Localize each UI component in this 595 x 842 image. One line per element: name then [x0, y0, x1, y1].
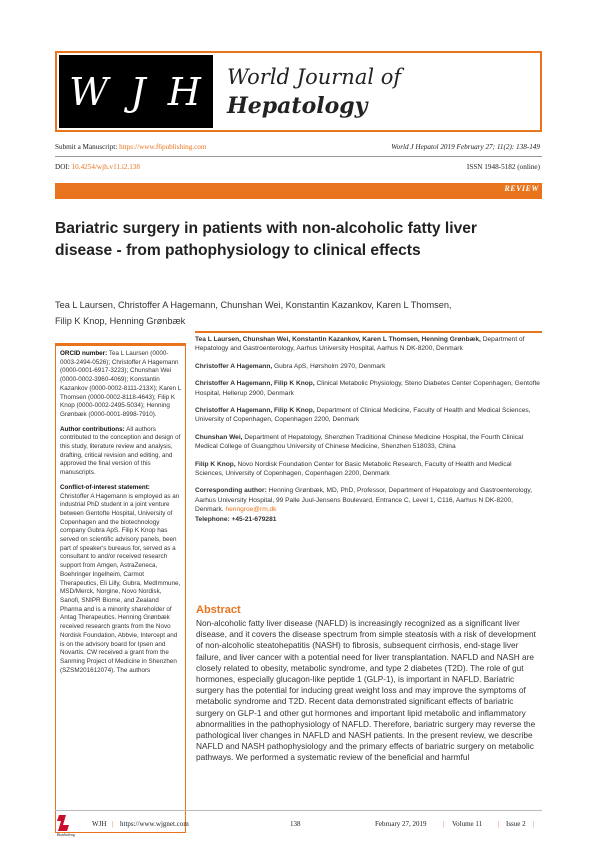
publisher-logo-icon — [55, 813, 83, 833]
page-number: 138 — [290, 820, 301, 828]
orcid-text: Tea L Laursen (0000-0003-2494-0526); Christoffer A Hagemann (0000-0001-6917-3223); Chunshan Wei (0000-0002-3960-4069); Konstantin Kazankov (0000-0002-8111-213X); Karen L Thomsen (0000-0002-8118-4643); Filip K Knop (0000-0002-2495-5034); Henning Grønbæk (0000-0001-8998-7910). — [60, 350, 182, 418]
footer-separator: | — [112, 820, 114, 828]
logo-letter-w: W — [69, 69, 111, 114]
contributions-text: All authors contributed to the conception and design of this study, literature review and analysis, drafting, critical revision and editing, and approved the final version of this manuscripts. — [60, 425, 181, 477]
affiliation-names: Filip K Knop, — [195, 460, 236, 468]
affiliation-text: Gubra ApS, Hørsholm 2970, Denmark — [274, 362, 386, 370]
contributions-label: Author contributions: — [60, 425, 125, 433]
affiliations — [195, 335, 540, 532]
coi-text: Christoffer A Hagemann is employed as an industrial PhD student in a joint venture between Gentofte Hospital, University of Copenhagen and the biotechnology company Gubra ApS. Filip K Knop has served on scientific advisory panels, been part of speaker's bureaus for, served as a consultant to and/or received research support from Amgen, AstraZeneca, Boehringer Ingelheim, Carmot Therapeutics, Eli Lilly, Gubra, MedImmune, MSD/Merck, Norgine, Novo Nordisk, Sanofi, SNIPR Biome, and Zealand Pharma and is a minority shareholder of Antag Therapeutics. Henning Grønbæk received research grants from the Novo Nordisk Foundation, Abbvie, Intercept and is on the advisory board for Ipsen and Novartis. CW received a grant from the Sanming Project of Medicine in Shenzhen (SZSM201612074). The authors — [60, 492, 181, 674]
orcid-section — [60, 350, 181, 420]
footer-journal: WJH — [92, 820, 107, 828]
footer-volume: Volume 11 — [452, 820, 483, 828]
orcid-label: ORCID number: — [60, 350, 108, 357]
abstract-text: Non-alcoholic fatty liver disease (NAFLD) is increasingly recognized as a significant liver disease, and it covers the disease spectrum from simple steatosis with a risk of development of non-alcoholic steatohepatitis (NASH) to fibrosis, subsequent cirrhosis, end-stage liver failure, and liver cancer with a potential need for liver transplantation. NAFLD and NASH are closely related to obesity, metabolic syndrome, and type 2 diabetes (T2D). The role of gut hormones, especially glucagon-like peptide 1 (GLP-1), is important in NAFLD. Bariatric surgery has the potential for inducing great weight loss and may improve the symptoms of metabolic syndrome and T2D. Recent data demonstrated significant effects of bariatric surgery on GLP-1 and other gut hormones and important lipid metabolic and inflammatory abnormalities in the pathophysiology of NAFLD. Therefore, bariatric surgery may reverse the pathological liver changes in NAFLD and NASH patients. In the present review, we describe NAFLD and NASH pathophysiology and the primary effects of bariatric surgery on metabolic pathways. We performed a systematic review of the beneficial and harmful — [196, 618, 536, 763]
section-bar — [55, 183, 542, 199]
section-label: REVIEW — [504, 184, 539, 193]
affiliation — [195, 379, 540, 398]
article-info-sidebar — [55, 343, 186, 833]
correspondence-label: Corresponding author: — [195, 487, 267, 495]
logo-letter-h: H — [167, 69, 203, 114]
affiliation-text: Department of Clinical Medicine, Faculty of Health and Medical Sciences, University of Copenhagen, Copenhagen 2200, Denmark — [195, 407, 531, 424]
affiliation — [195, 406, 540, 425]
footer-separator: | — [443, 820, 445, 828]
coi-label: Conflict-of-interest statement: — [60, 483, 150, 491]
journal-title-line1: World Journal of — [227, 65, 402, 89]
citation: World J Hepatol 2019 February 27; 11(2): 138-149 — [391, 143, 540, 151]
authors-line-1: Tea L Laursen, Christoffer A Hagemann, Chunshan Wei, Konstantin Kazankov, Karen L Thomsen, — [55, 300, 452, 310]
publisher-name: Baishideng — [57, 832, 75, 837]
journal-logo — [59, 55, 213, 128]
doi-link[interactable]: 10.4254/wjh.v11.i2.138 — [71, 163, 140, 171]
affiliation — [195, 433, 540, 452]
affiliation-names: Chunshan Wei, — [195, 433, 243, 441]
affiliation — [195, 460, 540, 479]
meta-divider — [55, 156, 542, 157]
affiliation — [195, 362, 540, 371]
journal-title-line2: Hepatology — [227, 93, 368, 119]
doi-label: DOI: — [55, 163, 70, 171]
correspondence — [195, 486, 540, 524]
footer-url-link[interactable]: https://www.wjgnet.com — [120, 820, 189, 828]
footer-separator: | — [498, 820, 500, 828]
affiliation — [195, 335, 540, 354]
publisher-logo — [55, 813, 83, 833]
affiliation-text: Department of Hepatology, Shenzhen Traditional Chinese Medicine Hospital, the Fourth Clinical Medical College of Guangzhou University of Chinese Medicine, Shenzhen 518033, China — [195, 433, 524, 451]
abstract-heading: Abstract — [196, 604, 241, 616]
correspondence-phone: Telephone: +45-21-679281 — [195, 515, 277, 523]
affiliation-text: Department of Hepatology and Gastroenterology, Aarhus University Hospital, Aarhus N DK-8200, Denmark — [195, 336, 525, 353]
footer-date: February 27, 2019 — [375, 820, 427, 828]
logo-letter-j: J — [130, 69, 148, 114]
submit-label: Submit a Manuscript: — [55, 143, 118, 151]
submit-link[interactable]: https://www.f6publishing.com — [119, 143, 207, 151]
contributions-section — [60, 426, 181, 478]
footer-separator: | — [533, 820, 535, 828]
affiliation-text: Clinical Metabolic Physiology, Steno Diabetes Center Copenhagen, Gentofte Hospital, Hellerup 2900, Denmark — [195, 380, 540, 397]
affiliation-names: Christoffer A Hagemann, Filip K Knop, — [195, 407, 315, 415]
affiliation-names: Tea L Laursen, Chunshan Wei, Konstantin Kazankov, Karen L Thomsen, Henning Grønbæk, — [195, 336, 481, 343]
issn: ISSN 1948-5182 (online) — [466, 163, 540, 171]
doi-line — [55, 163, 140, 171]
correspondence-email-link[interactable]: henngroe@rm.dk — [225, 506, 277, 514]
correspondence-text: Henning Grønbæk, MD, PhD, Professor, Department of Hepatology and Gastroenterology, Aarhus University Hospital, 99 Palle Juul-Jensens Boulevard, Entrance C, Level 1, C116, Aarhus N DK-8200, Denmark. — [195, 487, 533, 514]
coi-section — [60, 484, 181, 675]
affiliation-divider — [195, 331, 542, 333]
affiliation-text: Novo Nordisk Foundation Center for Basic Metabolic Research, Faculty of Health and Medical Sciences, University of Copenhagen, Copenhagen 2200, Denmark — [195, 460, 512, 478]
author-list — [55, 297, 535, 329]
affiliation-names: Christoffer A Hagemann, — [195, 362, 273, 370]
authors-line-2: Filip K Knop, Henning Grønbæk — [55, 316, 186, 326]
submit-line — [55, 143, 206, 151]
footer-divider — [55, 810, 542, 811]
article-title: Bariatric surgery in patients with non-alcoholic fatty liver disease - from pathophysiology to clinical effects — [55, 220, 477, 259]
affiliation-names: Christoffer A Hagemann, Filip K Knop, — [195, 380, 315, 388]
footer-issue: Issue 2 — [506, 820, 526, 828]
